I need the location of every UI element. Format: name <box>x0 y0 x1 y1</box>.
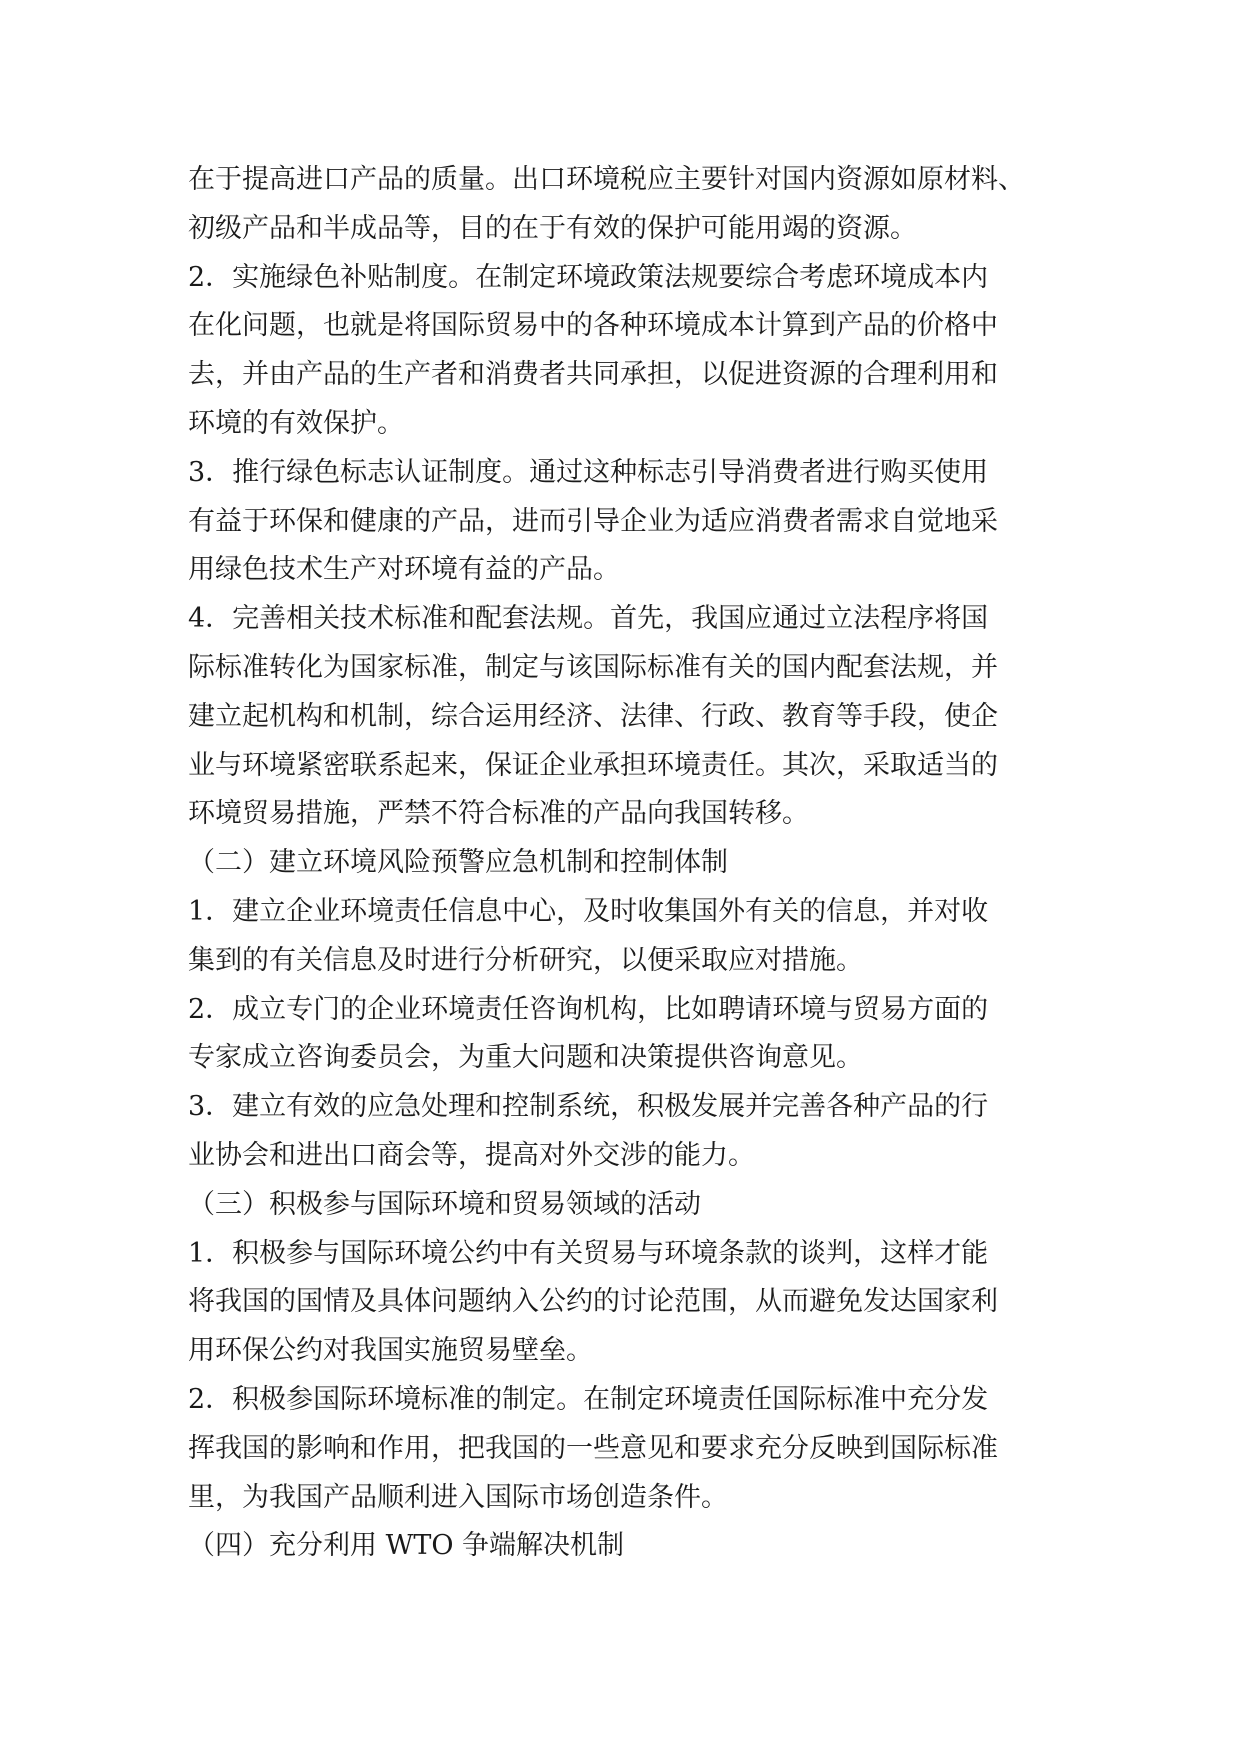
text-line: 集到的有关信息及时进行分析研究，以便采取应对措施。 <box>188 944 863 976</box>
section-heading: （四）充分利用 WTO 争端解决机制 <box>188 1530 625 1562</box>
text-line: 1．建立企业环境责任信息中心，及时收集国外有关的信息，并对收 <box>188 895 989 927</box>
section-heading: （二）建立环境风险预警应急机制和控制体制 <box>188 847 728 879</box>
text-line: 际标准转化为国家标准，制定与该国际标准有关的国内配套法规，并 <box>188 651 998 683</box>
document-body <box>188 156 1068 1571</box>
text-line: 2．积极参国际环境标准的制定。在制定环境责任国际标准中充分发 <box>188 1383 989 1415</box>
text-line: 在化问题，也就是将国际贸易中的各种环境成本计算到产品的价格中 <box>188 310 998 342</box>
text-line: 业与环境紧密联系起来，保证企业承担环境责任。其次，采取适当的 <box>188 749 998 781</box>
text-line: 用绿色技术生产对环境有益的产品。 <box>188 554 620 586</box>
text-line: 去，并由产品的生产者和消费者共同承担，以促进资源的合理利用和 <box>188 359 998 391</box>
text-line: 4．完善相关技术标准和配套法规。首先，我国应通过立法程序将国 <box>188 603 989 635</box>
text-line: 里，为我国产品顺利进入国际市场创造条件。 <box>188 1481 728 1513</box>
text-line: 环境的有效保护。 <box>188 407 404 439</box>
text-line: 环境贸易措施，严禁不符合标准的产品向我国转移。 <box>188 798 809 830</box>
text-line: 建立起机构和机制，综合运用经济、法律、行政、教育等手段，使企 <box>188 700 998 732</box>
text-line: 1．积极参与国际环境公约中有关贸易与环境条款的谈判，这样才能 <box>188 1237 989 1269</box>
text-line: 3．推行绿色标志认证制度。通过这种标志引导消费者进行购买使用 <box>188 456 989 488</box>
text-line: 在于提高进口产品的质量。出口环境税应主要针对国内资源如原材料、 <box>188 164 1025 195</box>
text-line: 有益于环保和健康的产品，进而引导企业为适应消费者需求自觉地采 <box>188 505 998 537</box>
text-line: 将我国的国情及具体问题纳入公约的讨论范围，从而避免发达国家利 <box>188 1286 998 1318</box>
text-line: 初级产品和半成品等，目的在于有效的保护可能用竭的资源。 <box>188 212 917 244</box>
text-line: 2．成立专门的企业环境责任咨询机构，比如聘请环境与贸易方面的 <box>188 993 989 1025</box>
text-line: 3．建立有效的应急处理和控制系统，积极发展并完善各种产品的行 <box>188 1091 989 1123</box>
text-line: 专家成立咨询委员会，为重大问题和决策提供咨询意见。 <box>188 1042 863 1074</box>
section-heading: （三）积极参与国际环境和贸易领域的活动 <box>188 1188 701 1220</box>
text-line: 用环保公约对我国实施贸易壁垒。 <box>188 1335 593 1367</box>
text-line: 业协会和进出口商会等，提高对外交涉的能力。 <box>188 1139 755 1171</box>
text-line: 挥我国的影响和作用，把我国的一些意见和要求充分反映到国际标准 <box>188 1432 998 1464</box>
text-line: 2．实施绿色补贴制度。在制定环境政策法规要综合考虑环境成本内 <box>188 261 989 293</box>
